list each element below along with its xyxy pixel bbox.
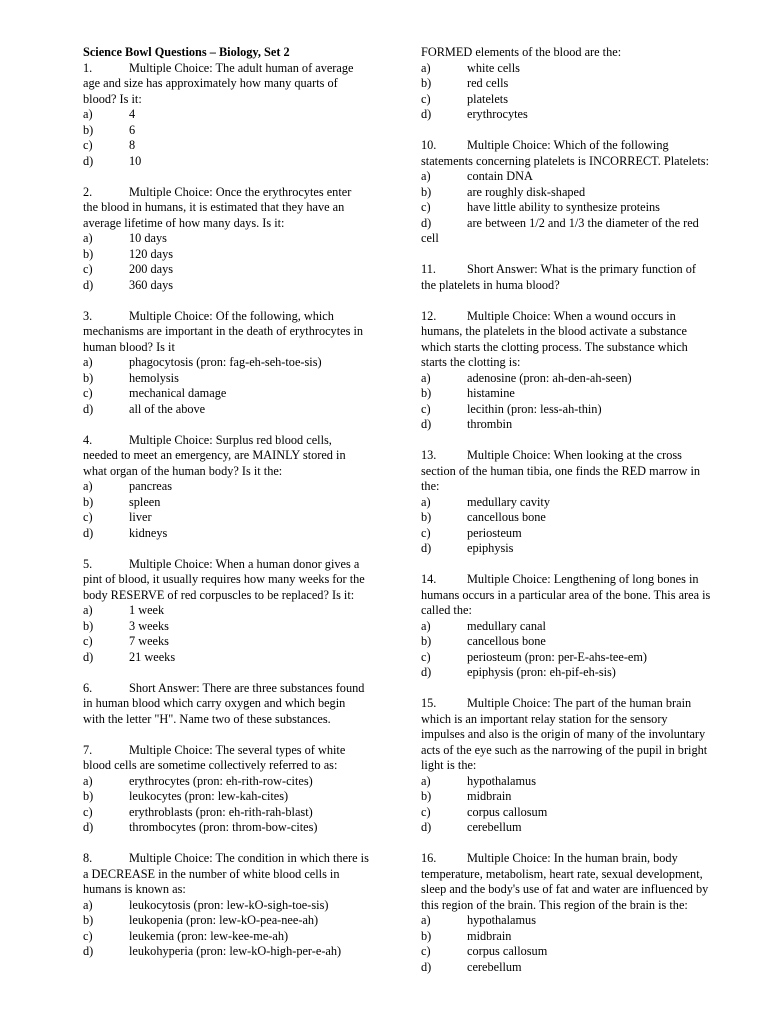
option-text: 120 days [129,246,174,261]
option-letter: d) [421,215,432,230]
option-text: cerebellum [467,820,522,834]
option-text: have little ability to synthesize proteins [467,200,660,214]
question-block [421,45,711,123]
question-block [421,262,711,293]
option-text: cancellous bone [467,510,546,524]
option-letter: d) [421,107,432,121]
option-text: phagocytosis (pron: fag-eh-seh-toe-sis) [129,355,322,369]
option-text: erythrocytes [467,107,528,121]
option-letter: b) [421,928,432,943]
question-number: 12. [421,308,437,323]
left-question-list [83,61,369,960]
answer-option [83,278,369,294]
answer-option [83,386,369,402]
option-letter: b) [83,913,94,927]
option-letter: c) [421,91,431,106]
option-letter: b) [421,386,432,400]
option-text: cancellous bone [467,634,546,648]
option-text: white cells [467,60,520,75]
question-text [421,696,711,774]
question-stem: Multiple Choice: When looking at the cross section of the human tibia, one finds the RED marrow in the: [421,448,701,493]
answer-option [83,944,369,960]
option-letter: a) [421,494,431,509]
option-text: hemolysis [129,370,179,385]
option-text: cerebellum [467,959,522,974]
question-number: 13. [421,448,437,462]
option-text: platelets [467,91,508,106]
answer-option [421,216,711,247]
question-text [83,61,369,108]
option-letter: a) [421,618,431,633]
option-text: epiphysis (pron: eh-pif-eh-sis) [467,665,616,679]
answer-option [83,138,369,154]
answer-option [421,774,711,790]
option-text: leukohyperia (pron: lew-kO-high-per-e-ah) [129,944,342,958]
answer-option [421,650,711,666]
question-stem: Short Answer: What is the primary function of the platelets in huma blood? [421,262,696,292]
answer-option [83,789,369,805]
option-letter: a) [83,355,93,369]
answer-option [421,944,711,960]
question-block [83,309,369,418]
question-block [421,448,711,557]
option-text: 21 weeks [129,649,176,664]
option-letter: d) [83,153,94,168]
question-stem: Multiple Choice: The adult human of average age and size has approximately how many quarts of blood? Is it: [83,60,354,106]
question-stem: Multiple Choice: The condition in which there is a DECREASE in the number of white blood cells in humans is known as: [83,851,369,896]
question-number: 16. [421,851,437,865]
question-stem: Multiple Choice: When a human donor gives a pint of blood, it usually requires how many weeks for the body RESERVE of red corpuscles to be replaced? Is it: [83,556,365,602]
option-letter: a) [83,603,93,617]
answer-option [421,665,711,681]
question-stem: Multiple Choice: Which of the following statements concerning platelets is INCORRECT. Platelets: [421,138,710,168]
option-text: 200 days [129,262,174,276]
option-letter: b) [421,634,432,648]
option-text: 10 days [129,231,167,245]
answer-option [421,386,711,402]
option-text: medullary cavity [467,494,550,509]
option-text: 3 weeks [129,618,169,633]
option-text: 360 days [129,277,174,292]
answer-option [83,619,369,635]
option-letter: d) [83,820,94,834]
option-text: erythroblasts (pron: eh-rith-rah-blast) [129,804,313,819]
question-text [421,309,711,371]
question-block [83,851,369,960]
option-letter: b) [421,510,432,524]
option-letter: b) [421,76,432,90]
question-stem: Multiple Choice: When a wound occurs in humans, the platelets in the blood activate a substance which starts the clotting process. The substance which starts the clotting is: [421,308,688,369]
option-text: pancreas [129,479,173,493]
answer-option [83,913,369,929]
answer-option [83,650,369,666]
answer-option [83,603,369,619]
option-text: leukocytes (pron: lew-kah-cites) [129,789,289,803]
option-text: liver [129,510,152,524]
option-text: histamine [467,386,515,400]
option-letter: c) [421,401,431,416]
question-block [421,572,711,681]
answer-option [83,154,369,170]
option-text: all of the above [129,401,206,416]
question-number: 7. [83,742,93,757]
option-letter: a) [421,370,431,385]
question-text [421,138,711,169]
option-letter: d) [421,665,432,679]
answer-option [421,107,711,123]
question-number: 2. [83,184,93,199]
answer-option [421,92,711,108]
answer-option [421,417,711,433]
left-column [83,45,369,975]
question-number: 1. [83,60,93,75]
option-letter: a) [83,773,93,788]
answer-option [421,526,711,542]
answer-option [83,929,369,945]
option-letter: c) [83,804,93,819]
question-block [421,696,711,836]
answer-option [421,169,711,185]
answer-option [421,510,711,526]
answer-option [83,231,369,247]
answer-option [421,619,711,635]
option-text: adenosine (pron: ah-den-ah-seen) [467,370,632,385]
answer-option [421,495,711,511]
question-text [83,681,369,728]
option-text: leukemia (pron: lew-kee-me-ah) [129,928,289,943]
answer-option [421,371,711,387]
option-letter: d) [83,401,94,416]
answer-option [83,355,369,371]
option-text: medullary canal [467,618,546,633]
option-text: corpus callosum [467,944,548,958]
option-text: midbrain [467,928,512,943]
option-letter: d) [83,277,94,292]
question-block [83,743,369,836]
answer-option [83,479,369,495]
question-block [83,681,369,728]
answer-option [83,495,369,511]
option-text: mechanical damage [129,386,227,400]
option-letter: c) [83,928,93,943]
question-number: 4. [83,432,93,447]
option-letter: b) [83,246,94,261]
option-text: 10 [129,153,142,168]
option-text: 4 [129,107,136,121]
question-text [421,448,711,495]
right-column [421,45,711,991]
option-letter: a) [421,773,431,788]
answer-option [83,262,369,278]
option-text: corpus callosum [467,804,548,819]
question-stem: Multiple Choice: Once the erythrocytes enter the blood in humans, it is estimated that they have an average lifetime of how many days. Is it: [83,184,352,230]
option-letter: d) [83,525,94,540]
question-block [83,557,369,666]
option-letter: c) [83,138,93,152]
option-text: thrombin [467,417,513,431]
question-text [83,185,369,232]
option-letter: d) [421,541,432,555]
option-letter: b) [83,789,94,803]
question-block [421,309,711,433]
option-text: kidneys [129,525,168,540]
question-stem: Multiple Choice: The part of the human brain which is an important relay station for the sensory impulses and also is the origin of many of the involuntary acts of the eye such as the narrowing of the pupil in bright light is the: [421,696,708,772]
answer-option [83,123,369,139]
answer-option [421,185,711,201]
option-letter: c) [83,510,93,524]
answer-option [83,774,369,790]
answer-option [421,61,711,77]
question-stem: Multiple Choice: Lengthening of long bones in humans occurs in a particular area of the bone. This area is called the: [421,572,711,617]
option-letter: b) [83,122,94,137]
option-letter: b) [421,184,432,199]
option-letter: a) [83,479,93,493]
option-text: epiphysis [467,541,514,555]
question-text [83,743,369,774]
option-text: 8 [129,138,136,152]
option-text: 6 [129,122,136,137]
question-stem: Multiple Choice: Of the following, which mechanisms are important in the death of erythrocytes in human blood? Is it [83,308,364,354]
option-letter: d) [421,417,432,431]
option-text: are roughly disk-shaped [467,184,586,199]
question-block [421,851,711,975]
option-text: periosteum [467,525,522,540]
option-letter: d) [83,944,94,958]
answer-option [421,789,711,805]
option-letter: a) [83,897,93,912]
option-letter: d) [83,649,94,664]
option-letter: b) [421,789,432,803]
question-text [83,309,369,356]
answer-option [421,913,711,929]
question-stem: FORMED elements of the blood are the: [421,45,622,59]
question-text [83,433,369,480]
option-letter: a) [83,107,93,121]
option-text: red cells [467,76,509,90]
answer-option [83,107,369,123]
option-letter: d) [421,959,432,974]
answer-option [421,820,711,836]
answer-option [83,402,369,418]
question-text [83,557,369,604]
answer-option [421,200,711,216]
option-text: midbrain [467,789,512,803]
option-text: leukocytosis (pron: lew-kO-sigh-toe-sis) [129,897,329,912]
option-text: hypothalamus [467,913,536,927]
option-text: periosteum (pron: per-E-ahs-tee-em) [467,649,648,664]
question-number: 15. [421,696,437,710]
answer-option [83,820,369,836]
option-letter: c) [421,525,431,540]
question-block [83,433,369,542]
question-number: 10. [421,138,437,152]
option-text: leukopenia (pron: lew-kO-pea-nee-ah) [129,913,319,927]
question-stem: Multiple Choice: The several types of white blood cells are sometime collectively referred to as: [83,742,346,772]
option-letter: c) [83,262,93,276]
answer-option [83,526,369,542]
option-letter: a) [421,60,431,75]
answer-option [421,805,711,821]
answer-option [421,402,711,418]
option-letter: b) [83,494,94,509]
option-text: erythrocytes (pron: eh-rith-row-cites) [129,773,313,788]
answer-option [421,634,711,650]
question-number: 11. [421,262,436,276]
option-text: 7 weeks [129,634,169,648]
answer-option [421,541,711,557]
answer-option [83,898,369,914]
question-text [421,851,711,913]
answer-option [83,510,369,526]
option-letter: c) [421,804,431,819]
answer-option [421,76,711,92]
option-letter: a) [83,231,93,245]
question-number: 5. [83,556,93,571]
option-text: thrombocytes (pron: throm-bow-cites) [129,820,318,834]
document-title: Science Bowl Questions – Biology, Set 2 [83,45,290,59]
option-text: contain DNA [467,169,533,183]
question-number: 3. [83,308,93,323]
option-letter: a) [421,913,431,927]
answer-option [421,929,711,945]
answer-option [83,634,369,650]
question-stem: Multiple Choice: In the human brain, body temperature, metabolism, heart rate, sexual development, sleep and the body's use of fat and water are influenced by this region of the brain. This region of the brain is the: [421,851,709,912]
question-text [421,262,711,293]
option-letter: d) [421,820,432,834]
answer-option [83,371,369,387]
option-letter: b) [83,370,94,385]
option-letter: a) [421,169,431,183]
question-number: 14. [421,572,437,586]
question-text [421,45,711,61]
question-number: 6. [83,680,93,695]
question-block [83,61,369,170]
option-letter: c) [83,386,93,400]
question-number: 8. [83,851,93,865]
answer-option [83,247,369,263]
option-text: hypothalamus [467,773,536,788]
question-stem: Multiple Choice: Surplus red blood cells, needed to meet an emergency, are MAINLY stored in what organ of the human body? Is it the: [83,432,346,478]
option-letter: c) [421,944,431,958]
question-stem: Short Answer: There are three substances found in human blood which carry oxygen and which begin with the letter "H". Name two of these substances. [83,680,365,726]
question-text [83,851,369,898]
option-letter: c) [421,200,431,214]
question-block [83,185,369,294]
right-question-list [421,45,711,975]
answer-option [421,960,711,976]
question-text [421,572,711,619]
option-text: 1 week [129,603,165,617]
answer-option [83,805,369,821]
option-letter: c) [83,634,93,648]
question-block [421,138,711,247]
option-letter: c) [421,649,431,664]
option-text: lecithin (pron: less-ah-thin) [467,401,602,416]
option-text: spleen [129,494,161,509]
option-text: are between 1/2 and 1/3 the diameter of the red cell [421,215,699,245]
option-letter: b) [83,618,94,633]
